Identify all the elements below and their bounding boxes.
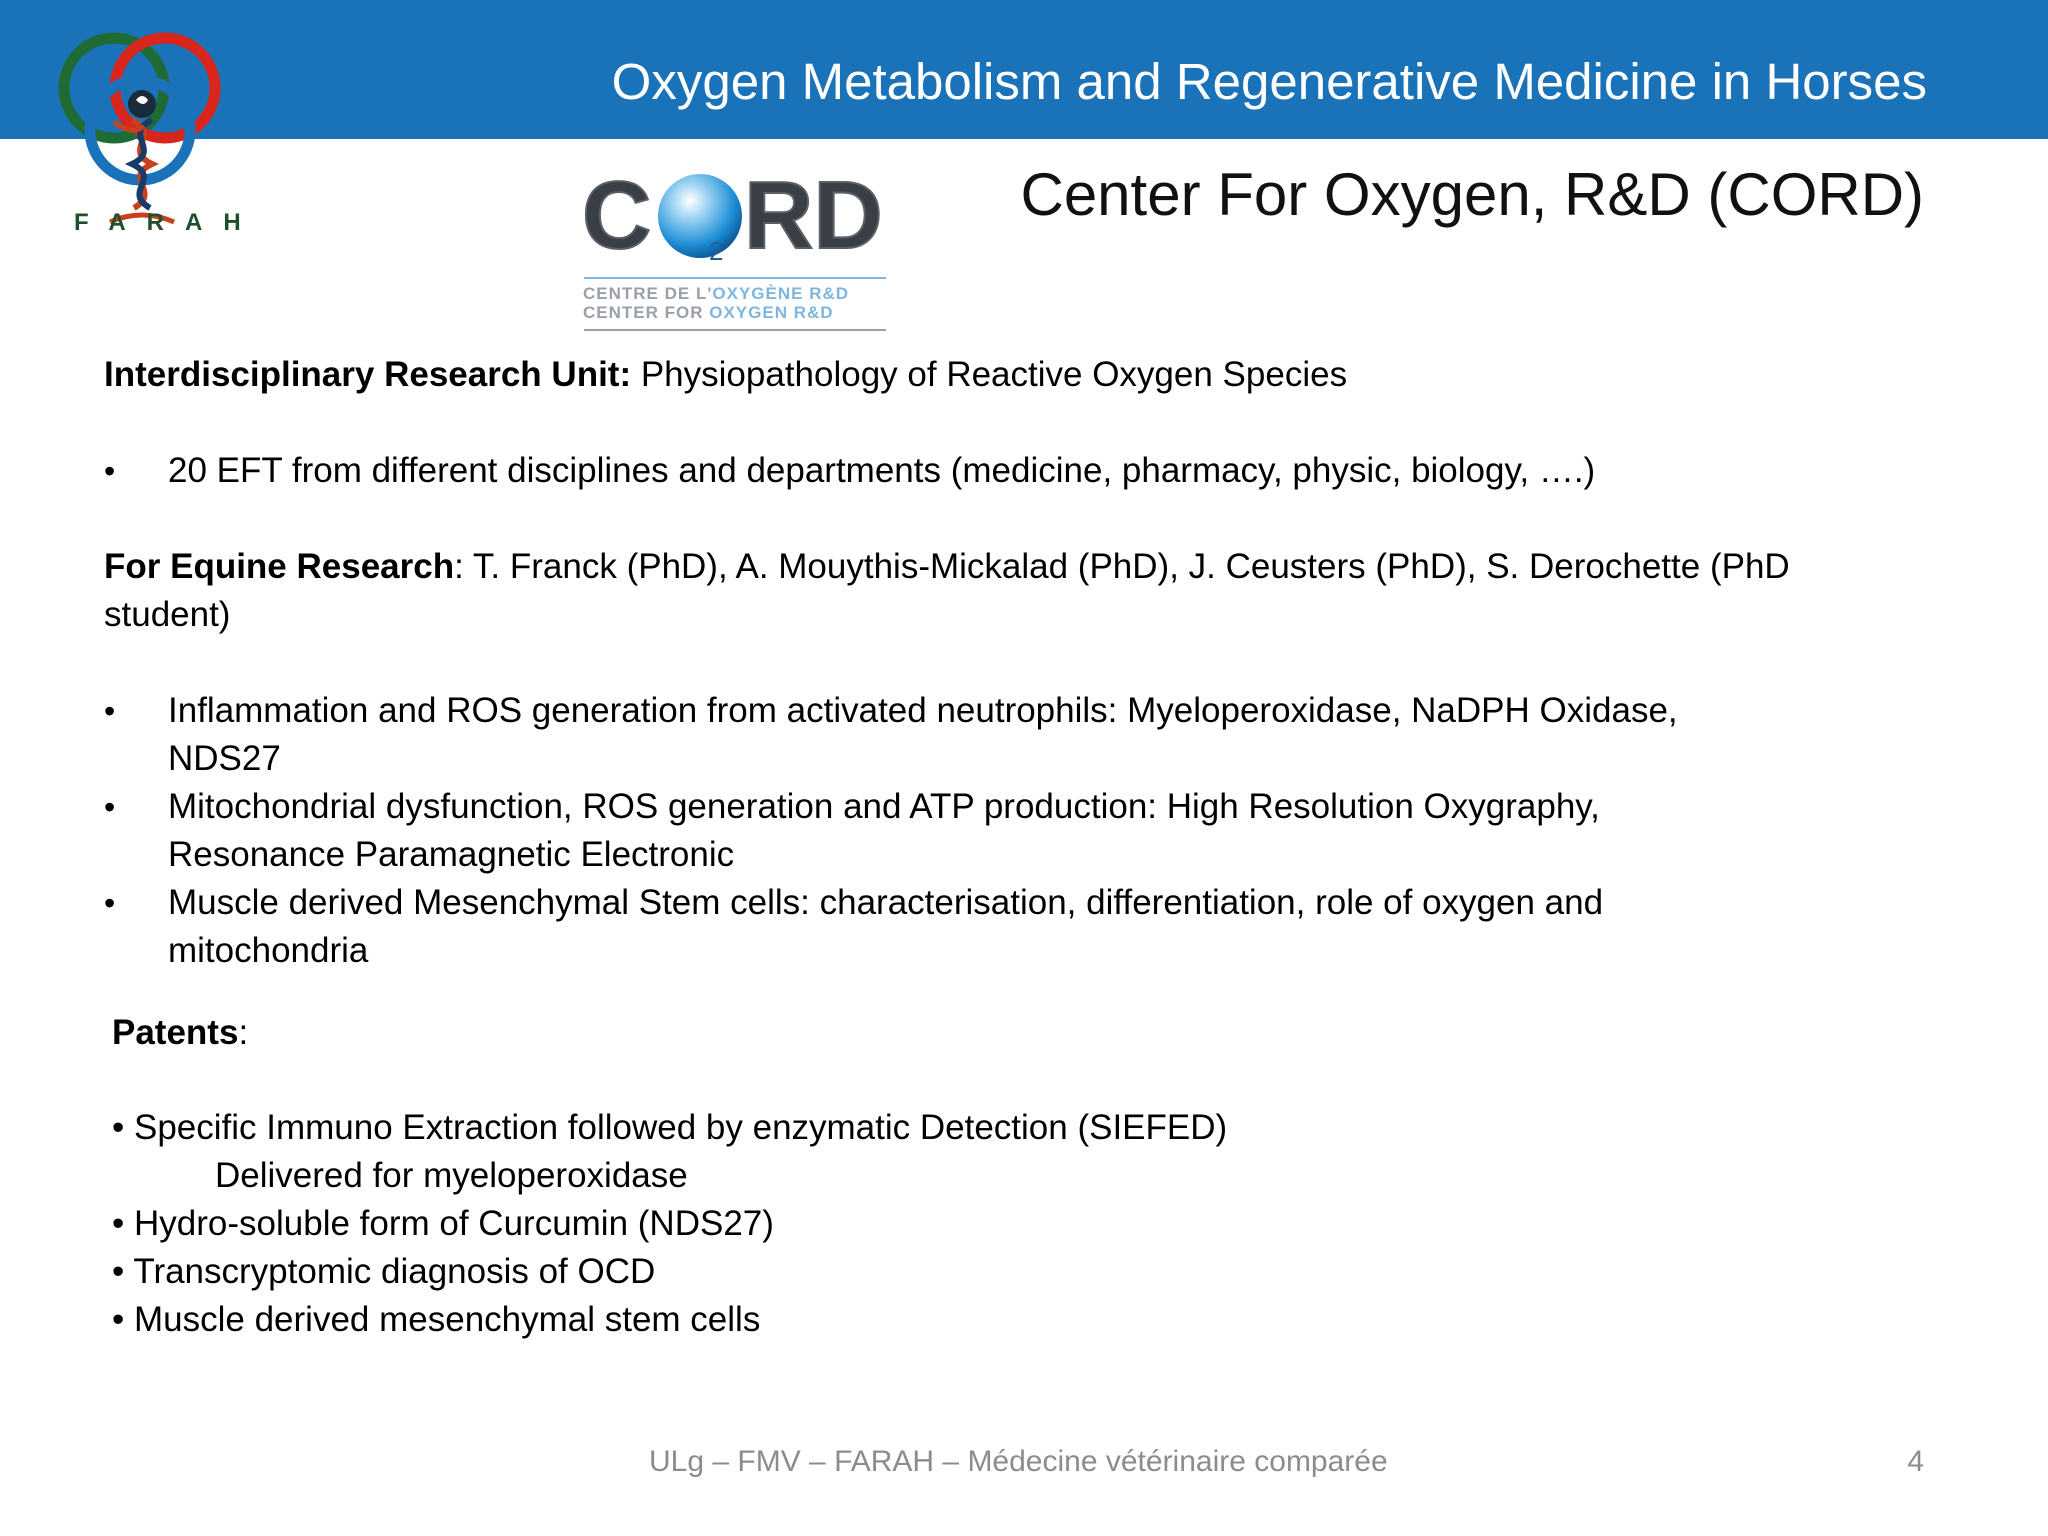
patent-item-3: • Transcryptomic diagnosis of OCD [112, 1252, 656, 1291]
research-bullet-3-line2: mitochondria [168, 931, 369, 970]
bullet-marker: • [104, 789, 116, 825]
bullet-marker: • [104, 453, 116, 489]
unit-bullet-text: 20 EFT from different disciplines and departments (medicine, pharmacy, physic, biology, ….) [168, 451, 1596, 490]
svg-text:C: C [582, 170, 652, 269]
research-bullet-1-line1: Inflammation and ROS generation from activated neutrophils: Myeloperoxidase, NaDPH Oxidase, [168, 691, 1678, 730]
farah-logo-text: FARAH [74, 209, 262, 236]
research-bullet-2-line2: Resonance Paramagnetic Electronic [168, 835, 735, 874]
svg-text:RD: RD [744, 170, 883, 269]
slide-header-title: Oxygen Metabolism and Regenerative Medicine in Horses [611, 53, 1927, 110]
bullet-marker: • [112, 1204, 125, 1243]
bullet-marker: • [112, 1108, 125, 1147]
patents-heading: Patents: [112, 1013, 249, 1052]
bullet-marker: • [112, 1300, 125, 1339]
bullet-marker: • [112, 1252, 125, 1291]
slide-footer: ULg – FMV – FARAH – Médecine vétérinaire comparée [649, 1445, 1388, 1478]
cord-tagline-fr: CENTRE DE L'OXYGÈNE R&D [583, 284, 850, 303]
research-bullet-3-line1: Muscle derived Mesenchymal Stem cells: characterisation, differentiation, role of oxygen and [168, 883, 1604, 922]
cord-tagline-en: CENTER FOR OXYGEN R&D [583, 303, 834, 322]
page-number: 4 [1907, 1445, 1924, 1478]
research-unit-line [104, 351, 1347, 399]
cord-logo-subscript: 2 [709, 236, 724, 266]
research-unit-label: Interdisciplinary Research Unit: [104, 355, 632, 394]
equine-research-line1: For Equine Research: T. Franck (PhD), A. Mouythis-Mickalad (PhD), J. Ceusters (PhD), S. Derochette (PhD [104, 547, 1790, 586]
patent-item-4: • Muscle derived mesenchymal stem cells [112, 1300, 761, 1339]
research-bullet-1-line2: NDS27 [168, 739, 281, 778]
patent-item-1-sub: Delivered for myeloperoxidase [215, 1156, 688, 1195]
bullet-marker: • [104, 885, 116, 921]
patent-item-1: • Specific Immuno Extraction followed by enzymatic Detection (SIEFED) [112, 1108, 1228, 1147]
research-bullet-2-line1: Mitochondrial dysfunction, ROS generation and ATP production: High Resolution Oxygraphy, [168, 787, 1600, 826]
header-banner [0, 0, 2048, 139]
bullet-marker: • [104, 693, 116, 729]
research-unit-value: Physiopathology of Reactive Oxygen Species [631, 355, 1348, 394]
equine-research-label: For Equine Research [104, 547, 455, 586]
equine-research-line2: student) [104, 595, 231, 634]
patent-item-2: • Hydro-soluble form of Curcumin (NDS27) [112, 1204, 774, 1243]
slide-subtitle: Center For Oxygen, R&D (CORD) [1020, 161, 1924, 228]
